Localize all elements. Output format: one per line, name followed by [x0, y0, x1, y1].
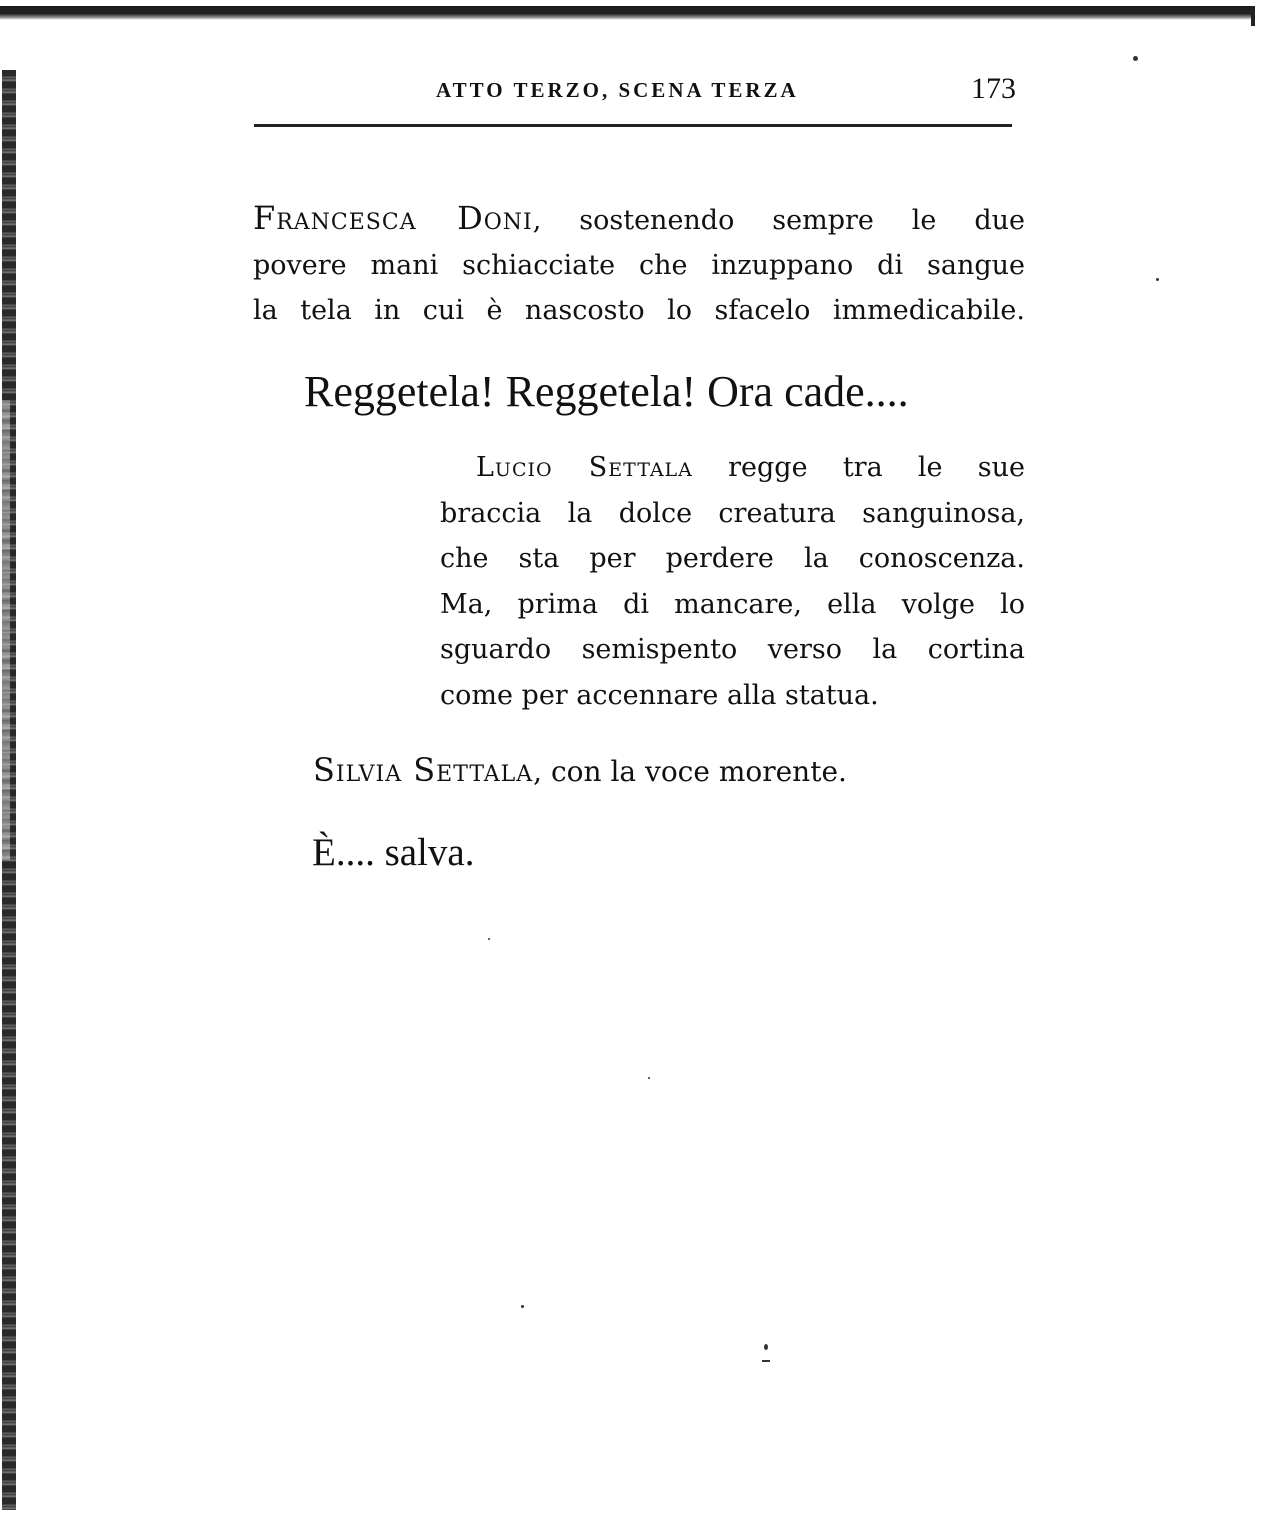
stage-direction-lucio: [440, 445, 1025, 718]
stage-direction-line: come per accennare alla statua.: [440, 679, 879, 711]
speaker-name: Francesca Doni: [253, 199, 533, 237]
speech-salva: È.... salva.: [312, 831, 475, 874]
stage-direction-silvia: Silvia Settala, con la voce morente.: [313, 751, 847, 789]
running-header-title: ATTO TERZO, SCENA TERZA: [436, 78, 799, 102]
stage-direction-line: braccia la dolce creatura sanguinosa,: [440, 497, 1025, 529]
stage-direction-line: povere mani schiacciate che inzuppano di sangue: [253, 250, 1025, 281]
scan-speck: [762, 1360, 770, 1362]
scan-speck: [1156, 278, 1159, 281]
running-header: [436, 72, 1016, 112]
speaker-name: Silvia Settala: [313, 751, 534, 789]
stage-direction-line: la tela in cui è nascosto lo sfacelo immedicabile.: [253, 295, 1025, 326]
stage-direction-francesca: [253, 196, 1025, 333]
scan-speck: [1133, 56, 1138, 61]
stage-direction-line: Ma, prima di mancare, ella volge lo: [440, 588, 1025, 620]
page-number: 173: [971, 72, 1016, 105]
scan-speck: [521, 1305, 524, 1308]
scan-speck: [648, 1077, 650, 1079]
header-rule: [254, 124, 1012, 127]
speaker-name: Lucio Settala: [476, 452, 693, 483]
speech-reggetela: Reggetela! Reggetela! Ora cade....: [304, 367, 909, 416]
stage-direction-line: che sta per perdere la conoscenza.: [440, 543, 1025, 574]
stage-direction-line: sguardo semispento verso la cortina: [440, 634, 1025, 665]
scan-top-edge: [0, 6, 1255, 20]
scan-left-edge-faded: [2, 400, 10, 860]
stage-direction-line: Francesca Doni, sostenendo sempre le due: [253, 199, 1025, 237]
stage-direction-line: Lucio Settala regge tra le sue: [476, 452, 1025, 483]
scan-speck: [488, 938, 490, 940]
scan-speck: [764, 1344, 768, 1350]
